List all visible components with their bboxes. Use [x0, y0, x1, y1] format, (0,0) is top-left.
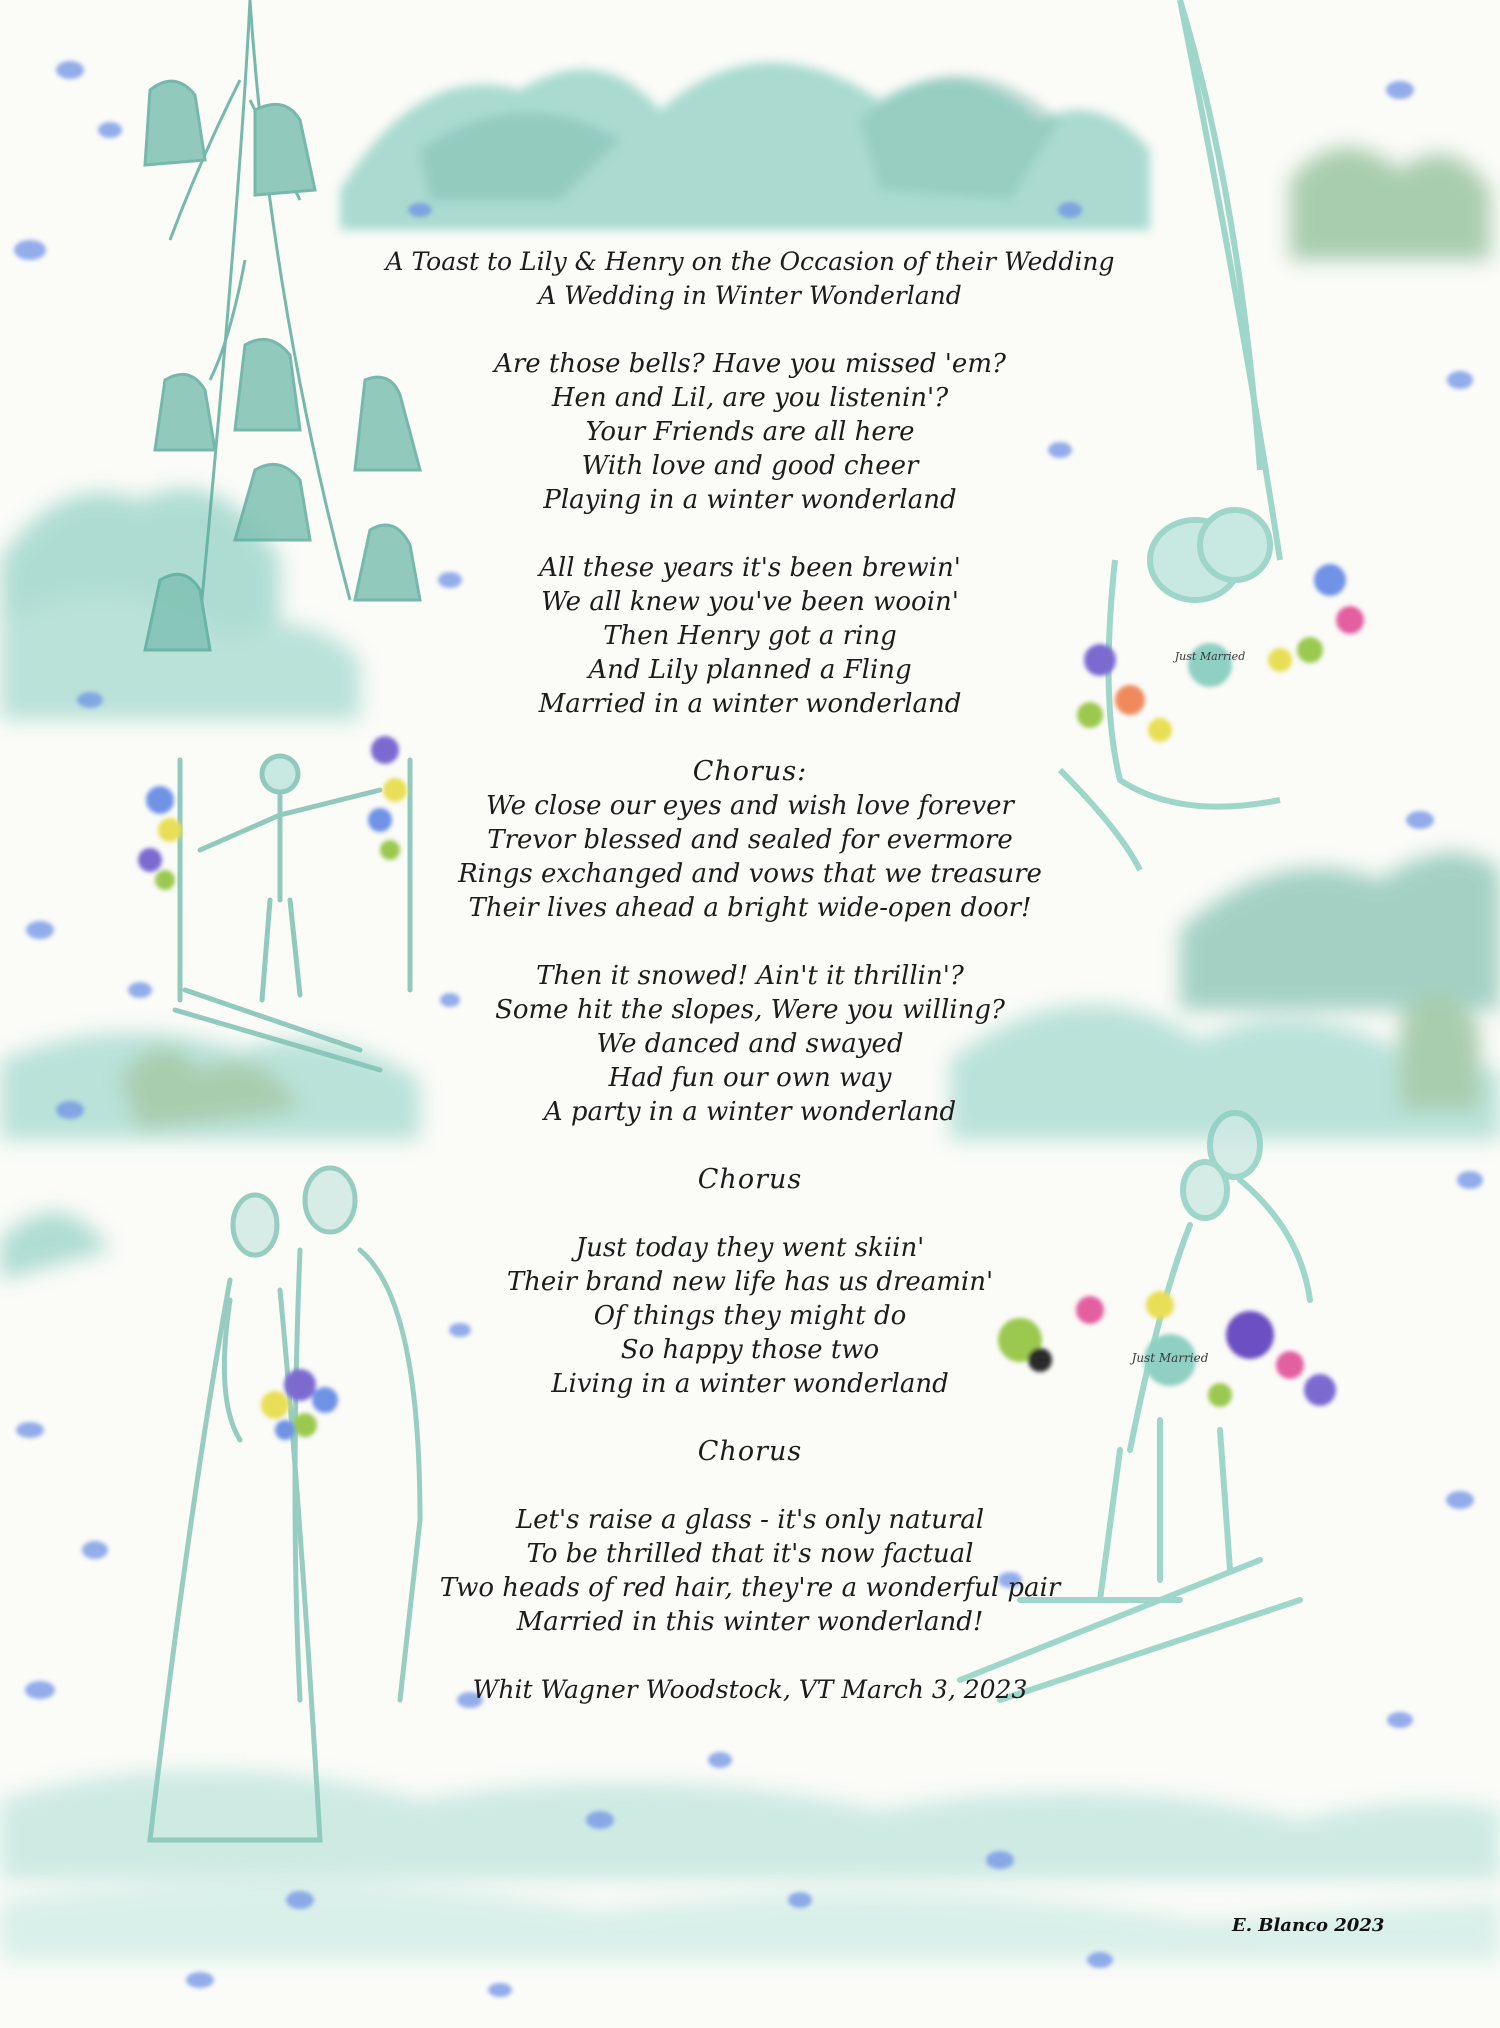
verse-line: Your Friends are all here	[585, 417, 915, 447]
verse-line: Married in a winter wonderland	[538, 689, 962, 719]
verse-line: To be thrilled that it's now factual	[526, 1539, 974, 1569]
verse-line: We danced and swayed	[596, 1029, 904, 1059]
poem-title: A Toast to Lily & Henry on the Occasion of their Wedding	[385, 247, 1115, 276]
verse-line: Playing in a winter wonderland	[543, 485, 957, 515]
verse-line: Hen and Lil, are you listenin'?	[551, 383, 949, 413]
verse-line: And Lily planned a Fling	[588, 655, 912, 685]
verse-line: So happy those two	[620, 1335, 880, 1365]
verse-line: Their brand new life has us dreamin'	[506, 1267, 994, 1297]
verse-line: Just today they went skiin'	[575, 1233, 925, 1263]
verse-line: Had fun our own way	[608, 1063, 892, 1093]
verse-line: Are those bells? Have you missed 'em?	[494, 349, 1006, 379]
verse-line: Married in this winter wonderland!	[516, 1607, 984, 1637]
verse-line: Then Henry got a ring	[603, 621, 897, 651]
chorus-reference: Chorus	[697, 1164, 803, 1195]
verse-line: Then it snowed! Ain't it thrillin'?	[536, 961, 964, 991]
verse-line: Some hit the slopes, Were you willing?	[495, 995, 1005, 1025]
chorus-line: Trevor blessed and sealed for evermore	[487, 825, 1013, 855]
mountains-top	[340, 62, 1150, 230]
chorus-line: Rings exchanged and vows that we treasure	[458, 859, 1042, 889]
chair-sign-bottom-text: Just Married	[1131, 1351, 1209, 1365]
toast-poem	[370, 245, 1130, 1707]
chorus-reference: Chorus	[697, 1436, 803, 1467]
chorus-heading: Chorus:	[692, 756, 808, 787]
verse-line: Two heads of red hair, they're a wonderful pair	[439, 1573, 1061, 1603]
chorus-line: We close our eyes and wish love forever	[486, 791, 1014, 821]
verse-line: All these years it's been brewin'	[539, 553, 961, 583]
chorus-line: Their lives ahead a bright wide-open door!	[468, 893, 1032, 923]
artist-signature: E. Blanco 2023	[1232, 1915, 1385, 1936]
chair-sign-top-text: Just Married	[1174, 650, 1246, 663]
verse-line: Let's raise a glass - it's only natural	[515, 1505, 985, 1535]
hills-left	[0, 489, 420, 1280]
verse-line: With love and good cheer	[581, 451, 919, 481]
verse-line: We all knew you've been wooin'	[541, 587, 959, 617]
poem-signature: Whit Wagner Woodstock, VT March 3, 2023	[472, 1675, 1028, 1704]
poem-subtitle: A Wedding in Winter Wonderland	[538, 281, 962, 310]
bride-bouquet	[261, 1369, 338, 1440]
verse-line: Living in a winter wonderland	[551, 1369, 949, 1399]
verse-line: A party in a winter wonderland	[543, 1097, 957, 1127]
verse-line: Of things they might do	[593, 1301, 907, 1331]
